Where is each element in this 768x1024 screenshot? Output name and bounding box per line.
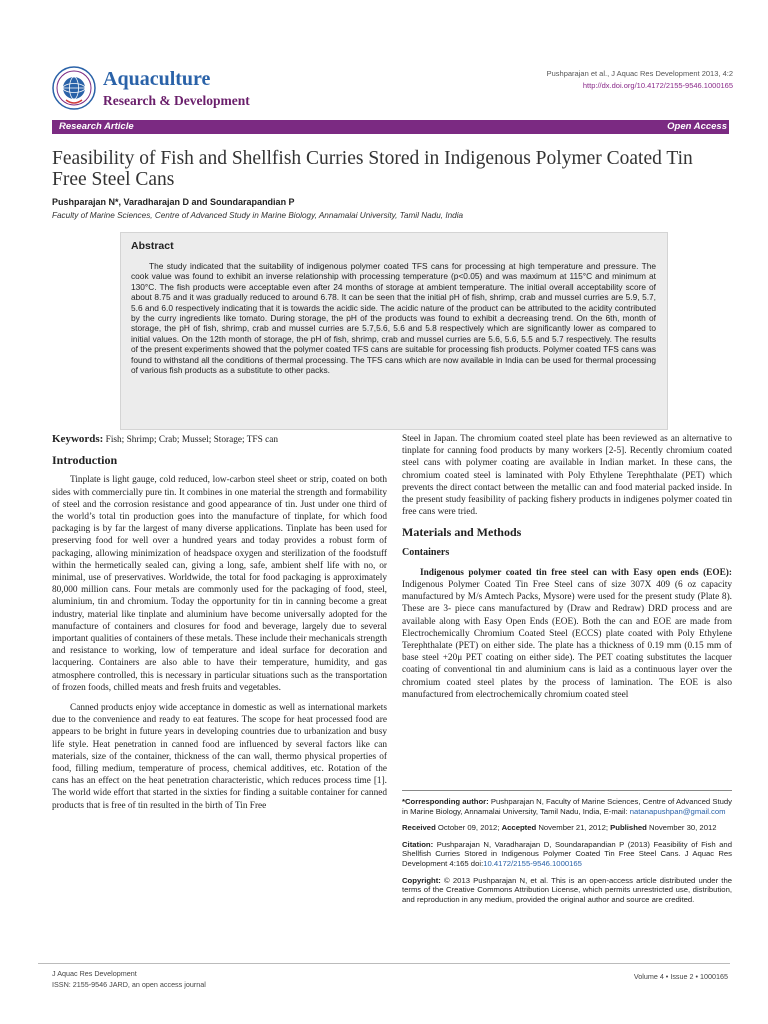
- copyright-label: Copyright:: [402, 875, 441, 885]
- doi-link[interactable]: http://dx.doi.org/10.4172/2155-9546.1000165: [582, 81, 733, 90]
- copyright-text: © 2013 Pushparajan N, et al. This is an open-access article distributed under the terms of the Creative Commons Attribution License, which permits unrestricted use, distribution, and reproduction in any medium, provided the original author and source are credited.: [402, 875, 732, 904]
- introduction-paragraph-3: Steel in Japan. The chromium coated steel plate has been reviewed as an alternative to tinplate for canning food products by many workers [2-5]. Recently chromium coated steel cans with polymer coating are available in Indian market. In these cans, the chromium coated steel is laminated with Poly Ethylene Terephthalate (PET) which prevents the direct contact between the metallic can and food material packed inside. In the present study feasibility of packing fishery products in indigenes polymer coated tin free cans were tried.: [402, 434, 732, 518]
- keywords: [52, 433, 387, 446]
- corresponding-author: [402, 797, 732, 816]
- article-affiliation: Faculty of Marine Sciences, Centre of Advanced Study in Marine Biology, Annamalai University, Tamil Nadu, India: [52, 211, 464, 220]
- journal-name: Aquaculture: [103, 68, 211, 90]
- open-access-label: Open Access: [667, 121, 727, 132]
- abstract-heading: Abstract: [131, 240, 174, 252]
- corr-text: Pushparajan N, Faculty of Marine Sciences, Centre of Advanced Study in Marine Biology, Annamalai University, Tamil Nadu, India, E-mail:: [402, 797, 732, 816]
- left-column: [52, 433, 387, 820]
- published-label: Published: [610, 823, 647, 833]
- right-column: [402, 433, 732, 709]
- journal-subtitle: Research & Development: [103, 93, 250, 108]
- keywords-label: Keywords:: [52, 433, 104, 445]
- received-date: October 09, 2012;: [435, 823, 502, 833]
- methods-heading: Materials and Methods: [402, 525, 522, 540]
- citation-line: Pushparajan et al., J Aquac Res Development 2013, 4:2: [546, 69, 733, 78]
- citation-text: Pushparajan N, Varadharajan D, Soundarapandian P (2013) Feasibility of Fish and Shellfish Curries Stored in Indigenous Polymer Coated Tin Free Steel Cans. J Aquac Res Development 4:165 doi:: [402, 839, 732, 868]
- corr-email-link[interactable]: natanapushpan@gmail.com: [629, 806, 726, 816]
- introduction-paragraph-2: Canned products enjoy wide acceptance in domestic as well as international markets due to the convenience and ready to eat features. The scope for heat processed food are appears to be bright in future years in developing countries due to urbanization and busy life style. Heat penetration in canned food are influenced by several factors like can materials, size of the container, thickness of the can wall, thermo physical properties of food, filling medium, temperature of process, chemical additives, etc. Rotation of the cans has an effect on the heat penetration characteristic, which reduces process time [1]. The world wide effort that started in the sixties for finding a suitable container for canned products that is free of tin resulted in the birth of Tin Free: [52, 703, 387, 811]
- abstract-text: [131, 261, 656, 375]
- omics-logo: [52, 66, 96, 110]
- footer-journal: J Aquac Res Development: [52, 969, 137, 978]
- dates: [402, 823, 732, 833]
- citation: [402, 840, 732, 869]
- accepted-date: November 21, 2012;: [536, 823, 611, 833]
- methods-text: Indigenous Polymer Coated Tin Free Steel cans of size 307X 409 (6 oz capacity manufactured by M/s Amtech Packs, Mysore) were used for the present study (Plate 8). These are 3- piece cans manufactured by (Draw and Redraw) DRD process and are available along with Easy Open Ends (EOE). Both the can and EOE are made from Electrochemically Chromium Coated Steel (ECCS) plate coated with Poly Ethylene Terephthalate (PET) on either side. The plate has a thickness of 0.19 mm (0.15 mm of base steel +20μ PET coating on either side). The PET coating substitutes the lacquer coating of conventional tin and aluminium cans is laid as a continuous layer over the chromium coated steel plates by the process of lamination. The EOE is also manufactured from electrochemically chromium coated steel: [402, 580, 732, 700]
- introduction-paragraph-1: Tinplate is light gauge, cold reduced, low-carbon steel sheet or strip, coated on both sides with commercially pure tin. It combines in one material the strength and formability of steel and the corrosion resistance and good appearance of tin. Just under one third of the world’s total tin production goes into the manufacture of tinplate, for which food packaging is by far the largest of many diverse applications. Tinplate has been used for preserving food for well over a hundred years and today provides a robust form of packaging, allowing minimization of headspace oxygen and sterilization of the foodstuff within the hermetically sealed can, giving a long, safe, ambient shelf life with no, or minimal, use of preservatives. Worldwide, the total for food packaging is approximately 80,000 million cans. Four metals are commonly used for the packaging of food, steel, aluminium, tin and chromium. Today the opportunity for tin in canning become a great industry, material like tinplate and aluminium have become universally adopted for the manufacture of containers and closures for food and beverage, largely due to several important qualities of containers of these metals. These include their mechanicals strength and resistance to working, low of temperature and ideal surface for decoration and lacquering. Containers are also able to have their temperature, humidity, and gas atmosphere controlled, this is necessary in particular situations such as the transportation of frozen foods, chilled meats and fresh fruits and vegetables.: [52, 475, 387, 693]
- abstract-paragraph: The study indicated that the suitability of indigenous polymer coated TFS cans for processing at high temperature and pressure. The cook value was found to exhibit an inverse relationship with processing temperature (p<0.05) and was maximum at 115°C and minimum at 130°C. The fish products were acceptable even after 24 months of storage at ambient temperature. The initial overall acceptability score of about 8.75 and it was gradually reduced to around 6.78. It can be seen that the initial pH of fish, shrimp, crab and mussel curries are 5.9, 5.7, 5.6 and 6.0 respectively indicating that it is towards the acidic side. The acidic nature of the product can be attributed to the acidity contributed by the curry ingredients like tomato. During storage, the pH of the products was found to exhibit a decreasing trend. On the 6th, month of storage, the pH of fish, shrimp, crab and mussel curries are 5.7,5.6, 5.6 and 5.8 respectively which are significantly lower as compared to initial values. On the 12th month of storage, the pH of fish, shrimp, crab and mussel curries are 5.6, 5.6, 5.5 and 5.7 respectively. The results of the present experiments showed that the polymer coated TFS cans are suitable for processing fish products. Polymer coated TFS cans was found to withstand all the conditions of thermal processing. The TFS cans which are now available in India can be used for thermal processing of various fish products as a substitute to other packs.: [131, 261, 656, 376]
- accepted-label: Accepted: [501, 823, 537, 833]
- copyright: [402, 876, 732, 905]
- received-label: Received: [402, 823, 436, 833]
- article-type-bar: [52, 120, 729, 134]
- footnotes: [402, 797, 732, 911]
- citation-doi-link[interactable]: 10.4172/2155-9546.1000165: [483, 858, 582, 868]
- footer-volume: Volume 4 • Issue 2 • 1000165: [633, 972, 728, 981]
- containers-subheading: Containers: [402, 546, 450, 558]
- published-date: November 30, 2012: [646, 823, 717, 833]
- corr-label: *Corresponding author:: [402, 797, 489, 806]
- article-title: Feasibility of Fish and Shellfish Curries Stored in Indigenous Polymer Coated Tin Free Steel Cans: [52, 148, 693, 190]
- keywords-text: Fish; Shrimp; Crab; Mussel; Storage; TFS can: [103, 435, 278, 445]
- methods-paragraph-1: [402, 567, 732, 701]
- article-authors: Pushparajan N*, Varadharajan D and Soundarapandian P: [52, 197, 295, 207]
- citation-label: Citation:: [402, 839, 434, 849]
- article-type-label: Research Article: [59, 121, 134, 132]
- footer-separator: [38, 963, 730, 964]
- methods-bold-lead: Indigenous polymer coated tin free steel can with Easy open ends (EOE):: [420, 567, 732, 578]
- footnote-separator: [402, 790, 732, 791]
- footer-issn: ISSN: 2155-9546 JARD, an open access journal: [52, 980, 206, 989]
- introduction-heading: Introduction: [52, 453, 118, 468]
